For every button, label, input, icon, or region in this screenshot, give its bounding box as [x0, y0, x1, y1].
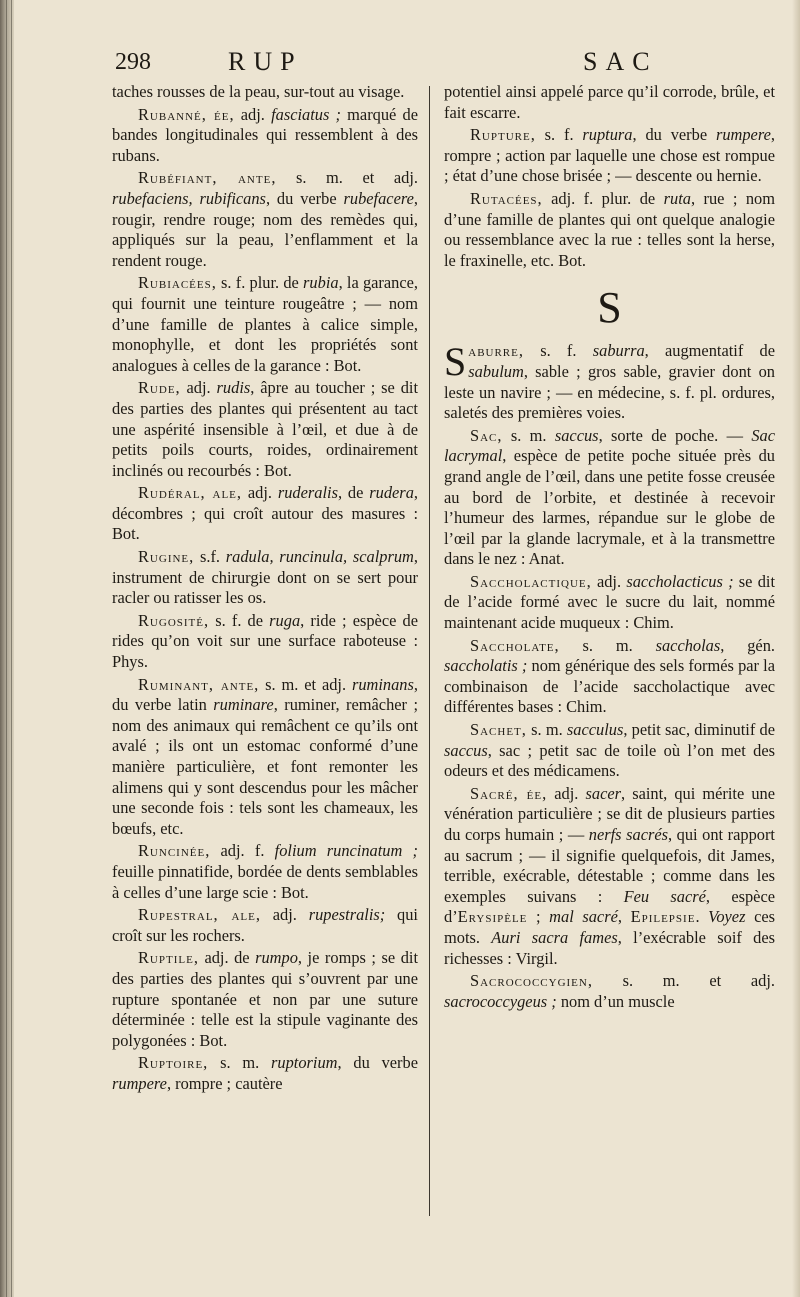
- latin-term: saccus: [444, 740, 488, 760]
- headword: Rubiacées,: [138, 273, 217, 293]
- page-number: 298: [115, 49, 151, 75]
- latin-term: rupestralis;: [308, 905, 386, 925]
- dictionary-entry: Ruminant, ante, s. m. et adj. ruminans, du verbe latin ruminare, ruminer, remâcher ; nom des animaux qui remâchent ce qu’ils ont avalé ; ils ont un estomac conformé d’une manière particulière, et font remonter les alimens qui y sont descendus pour les mâcher une seconde fois : tels sont les chameaux, les bœufs, etc.: [112, 674, 419, 838]
- latin-term: rubefaciens, rubificans: [112, 188, 266, 208]
- left-column: [112, 82, 418, 1097]
- dictionary-entry: Saccholactique, adj. saccholacticus ; se dit de l’acide formé avec le sucre du lait, nommé maintenant acide muqueux : Chim.: [444, 571, 775, 633]
- headword: Rutacées,: [470, 188, 543, 208]
- first-entry-saburre: S aburre, s. f. saburra, augmentatif de sabulum, sable ; gros sable, gravier dont on leste un navire ; — en médecine, s. f. pl. ordures, saletés des premières voies.: [444, 339, 776, 423]
- latin-term: radula, runcinula, scalprum: [225, 547, 414, 567]
- headword: Saccholate,: [470, 635, 560, 655]
- latin-term: saccus: [554, 425, 599, 445]
- headword: Rubanné, ée,: [138, 104, 235, 124]
- dictionary-entry: Rubanné, ée, adj. fasciatus ; marqué de bandes longitudinales qui ressemblent à des rubans.: [112, 104, 418, 165]
- section-letter: S: [597, 283, 622, 333]
- left-guide-word: RUP: [228, 47, 303, 76]
- latin-term: folium runcinatum ;: [274, 841, 418, 861]
- dictionary-entry: Runcinée, adj. f. folium runcinatum ; feuille pinnatifide, bordée de dents semblables à celles d’une large scie : Bot.: [112, 841, 418, 902]
- latin-term: ruminans: [351, 674, 414, 694]
- headword: Runcinée,: [138, 841, 211, 861]
- latin-term: ruminare: [213, 695, 274, 715]
- latin-term: nerfs sacrés: [588, 825, 668, 844]
- headword: Rugine,: [138, 547, 195, 567]
- headword: Rude,: [138, 378, 181, 398]
- latin-term: saburra: [592, 341, 645, 361]
- dictionary-entry: Rutacées, adj. f. plur. de ruta, rue ; nom d’une famille de plantes qui ont quelque analogie ou ressemblance avec la rue : telles sont la herse, le fraxinelle, etc. Bot.: [444, 188, 776, 270]
- latin-term: Voyez: [708, 907, 746, 927]
- headword: Sacré, ée,: [470, 783, 548, 803]
- latin-term: saccholas: [655, 635, 721, 655]
- latin-term: ruptorium: [271, 1053, 338, 1073]
- latin-term: sacrococcygeus ;: [444, 991, 557, 1011]
- dictionary-entry: Ruptile, adj. de rumpo, je romps ; se dit des parties des plantes qui s’ouvrent par une rupture spontanée et non par une suture déterminée : telle est la stipule vaginante des polygonées : Bot.: [112, 948, 418, 1050]
- page-edge: [792, 0, 800, 1297]
- cross-reference: Erysipèle: [457, 907, 528, 927]
- latin-term: rubia: [303, 273, 339, 293]
- drop-cap: S: [444, 339, 467, 385]
- headword: Rubéfiant, ante,: [138, 168, 277, 188]
- dictionary-entry: Rubéfiant, ante, s. m. et adj. rubefaciens, rubificans, du verbe rubefacere, rougir, rendre rouge; nom des remèdes qui, appliqués sur la peau, l’enflamment et la rendent rouge.: [112, 168, 418, 270]
- dictionary-entry: Rupestral, ale, adj. rupestralis; qui croît sur les rochers.: [112, 905, 418, 945]
- dictionary-entry: Rude, adj. rudis, âpre au toucher ; se dit des parties des plantes qui présentent au tact une aspérité insensible à l’œil, et due à de petits poils courts, roides, ordinairement inclinés ou recourbés : Bot.: [112, 378, 418, 480]
- latin-term: sacculus: [566, 720, 624, 740]
- right-column: [444, 82, 775, 1014]
- latin-term: rudis: [216, 378, 251, 398]
- headword: Rupture,: [470, 125, 536, 145]
- headword: aburre,: [468, 341, 524, 361]
- headword: Rugosité,: [138, 610, 210, 630]
- latin-term: ruderalis: [277, 483, 338, 503]
- latin-term: rudera: [369, 483, 414, 503]
- headword: Sac,: [470, 425, 503, 445]
- dictionary-entry: Rugosité, s. f. de ruga, ride ; espèce de rides qu’on voit sur une surface raboteuse : Phys.: [112, 610, 418, 672]
- dictionary-entry: Sachet, s. m. sacculus, petit sac, diminutif de saccus, sac ; petit sac de toile où l’on met des odeurs et des médicamens.: [444, 720, 775, 781]
- headword: Ruptoire,: [138, 1053, 209, 1073]
- headword: Sachet,: [470, 720, 527, 740]
- headword: Rupestral, ale,: [138, 905, 261, 925]
- dictionary-entry: Rupture, s. f. ruptura, du verbe rumpere, rompre ; action par laquelle une chose est rompue ; état d’une chose brisée ; — descente ou hernie.: [444, 125, 775, 186]
- dictionary-entry: Rubiacées, s. f. plur. de rubia, la garance, qui fournit une teinture rougeâtre ; — nom d’une famille de plantes à calice simple, monophylle, et dont les propriétés sont analogues à celles de la garance : Bot.: [112, 273, 419, 375]
- latin-term: fasciatus ;: [271, 104, 341, 124]
- latin-term: mal sacré: [549, 907, 618, 927]
- latin-term: ruga: [269, 610, 301, 630]
- latin-term: rumpere: [715, 125, 771, 145]
- latin-term: saccholatis ;: [444, 656, 528, 676]
- dictionary-entry: Sac, s. m. saccus, sorte de poche. — Sac lacrymal, espèce de petite poche située près du grand angle de l’œil, dans une petite fosse creusée au bord de l’orbite, et destinée à recevoir l’humeur des larmes, répandue sur le globe de l’œil par la glande lacrymale, et à la transmettre dans le nez : Anat.: [444, 425, 775, 569]
- running-header: [0, 46, 800, 86]
- right-entry-list-after: [444, 426, 775, 1013]
- latin-term: rumpo: [255, 948, 298, 968]
- latin-term: Feu sacré: [623, 886, 706, 906]
- latin-term: sacer: [585, 783, 622, 803]
- dictionary-entry: Sacré, ée, adj. sacer, saint, qui mérite une vénération particulière ; se dit de plusieurs parties du corps humain ; — nerfs sacrés, qui ont rapport au sacrum ; — il signifie quelquefois, dit James, terrible, exécrable, détestable ; comme dans les exemples suivans : Feu sacré, espèce d’Erysipèle ; mal sacré, Epilepsie. Voyez ces mots. Auri sacra fames, l’exécrable soif des richesses : Virgil.: [444, 783, 776, 968]
- latin-term: sabulum: [468, 361, 524, 381]
- right-guide-word: SAC: [583, 47, 658, 76]
- dictionary-entry: Rudéral, ale, adj. ruderalis, de rudera, décombres ; qui croît autour des masures : Bot.: [112, 483, 418, 544]
- latin-term: saccholacticus ;: [626, 571, 734, 591]
- right-entry-list-before: [444, 125, 775, 271]
- latin-term: Auri sacra fames: [491, 927, 618, 947]
- headword: Sacrococcygien,: [470, 971, 593, 991]
- spine-line: [11, 0, 12, 1297]
- left-entry-list: [112, 105, 418, 1095]
- headword: Ruptile,: [138, 948, 199, 968]
- dictionary-entry: Rugine, s.f. radula, runcinula, scalprum, instrument de chirurgie dont on se sert pour racler ou ratisser les os.: [112, 547, 418, 608]
- headword: Saccholactique,: [470, 571, 592, 591]
- latin-term: rumpere: [112, 1073, 167, 1093]
- column-divider: [429, 86, 430, 1216]
- spine-line: [6, 0, 7, 1297]
- dictionary-entry: Sacrococcygien, s. m. et adj. sacrococcygeus ; nom d’un muscle: [444, 971, 775, 1011]
- latin-term: rubefacere: [343, 188, 414, 208]
- cross-reference: Epilepsie: [630, 907, 696, 927]
- dictionary-entry: Saccholate, s. m. saccholas, gén. saccholatis ; nom générique des sels formés par la combinaison de l’acide saccholactique avec différentes bases : Chim.: [444, 635, 775, 717]
- latin-term: Sac lacrymal: [444, 425, 775, 466]
- dictionary-entry: Ruptoire, s. m. ruptorium, du verbe rumpere, rompre ; cautère: [112, 1053, 418, 1093]
- headword: Rudéral, ale,: [138, 483, 242, 503]
- continuation-text: potentiel ainsi appelé parce qu’il corrode, brûle, et fait escarre.: [444, 82, 775, 122]
- latin-term: ruptura: [582, 125, 633, 145]
- continuation-text: taches rousses de la peau, sur-tout au visage.: [112, 82, 405, 101]
- latin-term: ruta: [663, 188, 691, 208]
- headword: Ruminant, ante,: [138, 674, 260, 694]
